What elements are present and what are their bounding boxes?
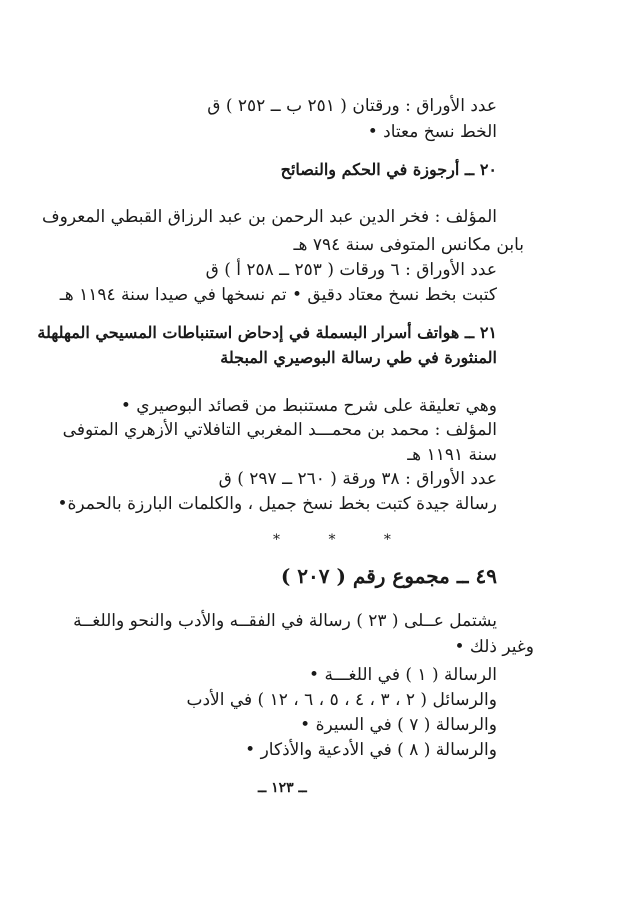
- text-line-author-20: المؤلف : فخر الدين عبد الرحمن بن عبد الرزاق القبطي المعروف: [42, 207, 497, 227]
- text-line-contents-cont: وغير ذلك •: [454, 637, 534, 657]
- text-line-author-21-cont: سنة ١١٩١ هـ: [407, 445, 497, 465]
- text-line-2: الخط نسخ معتاد •: [367, 122, 497, 142]
- list-item-letter-7: والرسالة ( ٧ ) في السيرة •: [300, 715, 497, 735]
- section-heading-21-cont: المنثورة في طي رسالة البوصيري المبجلة: [220, 348, 497, 367]
- text-line-author-21: المؤلف : محمد بن محمـــد المغربي التافلاتي الأزهري المتوفى: [62, 420, 497, 440]
- page-number: ــ ١٢٣ ــ: [258, 780, 307, 796]
- collection-heading-49: ٤٩ ــ مجموع رقم ( ٢٠٧ ): [280, 564, 497, 588]
- text-line-desc-21: وهي تعليقة على شرح مستنبط من قصائد البوصيري •: [120, 396, 497, 416]
- text-line-leaves-20: عدد الأوراق : ٦ ورقات ( ٢٥٣ ــ ٢٥٨ أ ) ق: [205, 260, 497, 280]
- text-line-leaves-21: عدد الأوراق : ٣٨ ورقة ( ٢٦٠ ــ ٢٩٧ ) ق: [218, 469, 497, 489]
- text-line-script-21: رسالة جيدة كتبت بخط نسخ جميل ، والكلمات البارزة بالحمرة•: [57, 494, 497, 514]
- section-heading-20: ٢٠ ــ أرجوزة في الحكم والنصائح: [280, 160, 497, 179]
- list-item-letter-8: والرسالة ( ٨ ) في الأدعية والأذكار •: [245, 740, 497, 760]
- text-line-script-20: كتبت بخط نسخ معتاد دقيق • تم نسخها في صيدا سنة ١١٩٤ هـ: [59, 285, 497, 305]
- list-item-letters-literature: والرسائل ( ٢ ، ٣ ، ٤ ، ٥ ، ٦ ، ١٢ ) في الأدب: [186, 690, 497, 710]
- section-divider-stars: * * *: [273, 532, 413, 548]
- text-line-contents: يشتمل عــلى ( ٢٣ ) رسالة في الفقــه والأدب والنحو واللغــة: [73, 611, 497, 631]
- text-line-1: عدد الأوراق : ورقتان ( ٢٥١ ب ــ ٢٥٢ ) ق: [207, 96, 497, 116]
- text-line-author-20-cont: بابن مكانس المتوفى سنة ٧٩٤ هـ: [293, 235, 524, 255]
- section-heading-21: ٢١ ــ هواتف أسرار البسملة في إدحاض استنباطات المسيحي المهلهلة: [37, 323, 497, 342]
- list-item-letter-1: الرسالة ( ١ ) في اللغـــة •: [309, 665, 497, 685]
